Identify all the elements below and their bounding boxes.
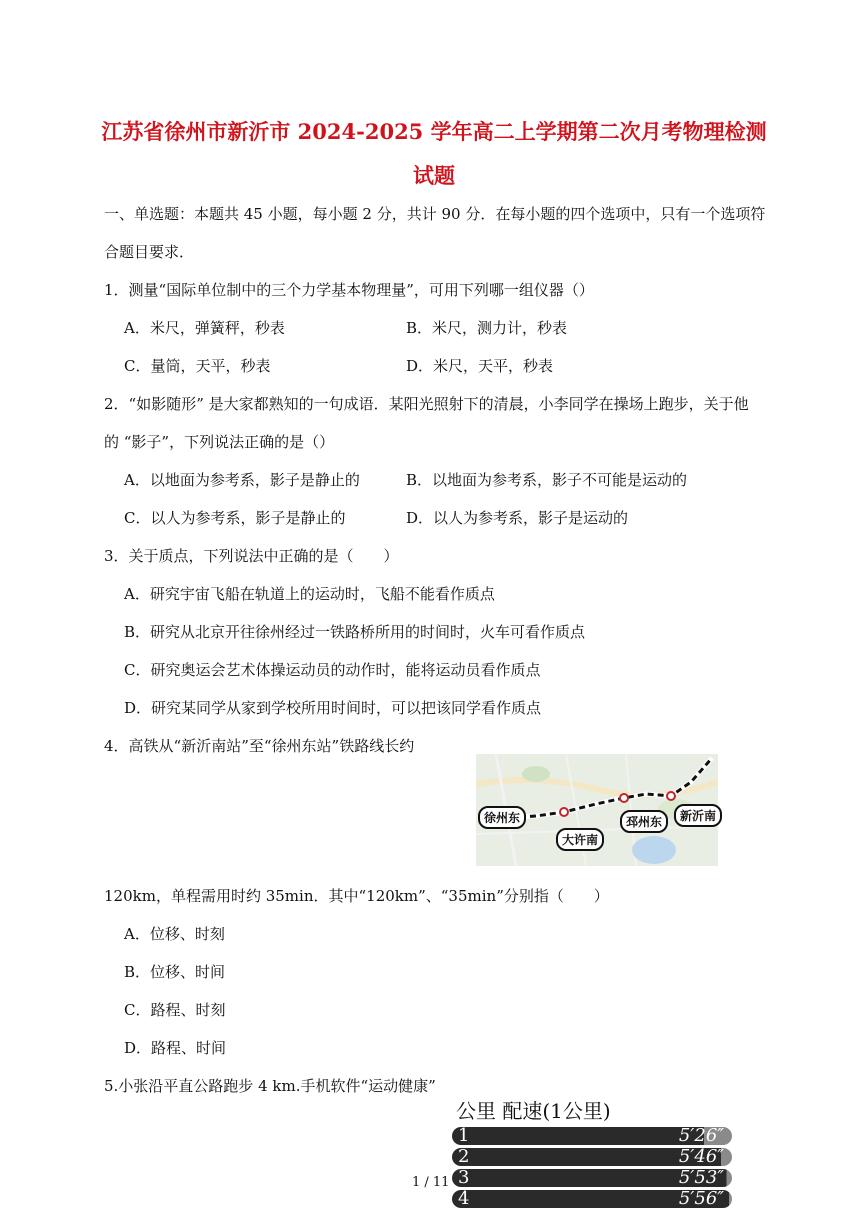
station-marker-xinyinan: [667, 792, 675, 800]
pace-row: [452, 1169, 732, 1187]
q4-stem-line2: 120km，单程需用时约 35min．其中“120km”、“35min”分别指（ ）: [104, 887, 609, 905]
pace-km: 1: [458, 1125, 470, 1146]
railway-map-figure: [476, 754, 718, 866]
q5-stem: 5.小张沿平直公路跑步 4 km.手机软件“运动健康”: [104, 1077, 436, 1095]
pace-row: [452, 1127, 732, 1145]
pace-km: 4: [458, 1188, 470, 1209]
station-label-daxunan: 大许南: [556, 828, 604, 851]
pace-table-rows: [452, 1127, 732, 1208]
doc-title-line1: 江苏省徐州市新沂市 2024-2025 学年高二上学期第二次月考物理检测: [101, 119, 767, 144]
station-marker-daxunan: [560, 808, 568, 816]
q2-option-c: C．以人为参考系，影子是静止的: [124, 509, 346, 527]
q2-option-d: D．以人为参考系，影子是运动的: [406, 509, 629, 527]
doc-title-line2: 试题: [413, 163, 455, 188]
q4-option-d: D．路程、时间: [124, 1039, 227, 1057]
pace-value: 5′56″: [678, 1188, 724, 1209]
pace-table-figure: [452, 1098, 732, 1208]
q1-option-c: C．量筒，天平，秒表: [124, 357, 271, 375]
q1-stem: 1．测量“国际单位制中的三个力学基本物理量”，可用下列哪一组仪器（）: [104, 281, 594, 299]
pace-value: 5′26″: [678, 1125, 724, 1146]
station-label-xuzhoudong: 徐州东: [478, 806, 526, 829]
q3-option-c: C．研究奥运会艺术体操运动员的动作时，能将运动员看作质点: [124, 661, 541, 679]
q4-option-a: A．位移、时刻: [124, 925, 225, 943]
q2-stem-line2: 的 “影子”，下列说法正确的是（）: [104, 433, 335, 451]
q2-option-b: B．以地面为参考系，影子不可能是运动的: [406, 471, 688, 489]
q3-option-a: A．研究宇宙飞船在轨道上的运动时，飞船不能看作质点: [124, 585, 495, 603]
pace-value: 5′53″: [678, 1167, 724, 1188]
pace-table-header: 公里 配速(1公里): [456, 1099, 611, 1123]
pace-value: 5′46″: [678, 1146, 724, 1167]
pace-row: [452, 1148, 732, 1166]
q1-option-a: A．米尺，弹簧秤，秒表: [124, 319, 285, 337]
q3-option-b: B．研究从北京开往徐州经过一铁路桥所用的时间时，火车可看作质点: [124, 623, 586, 641]
q2-option-a: A．以地面为参考系，影子是静止的: [124, 471, 360, 489]
pace-km: 3: [458, 1167, 470, 1188]
station-marker-pizhoudong: [620, 794, 628, 802]
q1-option-d: D．米尺，天平，秒表: [406, 357, 554, 375]
section-instructions-line2: 合题目要求．: [104, 243, 195, 261]
q4-stem-line1: 4．高铁从“新沂南站”至“徐州东站”铁路线长约: [104, 737, 415, 755]
station-label-pizhoudong: 邳州东: [620, 810, 668, 833]
q2-stem-line1: 2．“如影随形” 是大家都熟知的一句成语．某阳光照射下的清晨，小李同学在操场上跑步，关于他: [104, 395, 749, 413]
q1-option-b: B．米尺，测力计，秒表: [406, 319, 568, 337]
q3-stem: 3．关于质点，下列说法中正确的是（ ）: [104, 547, 399, 565]
page-number: 1 / 11: [412, 1175, 450, 1190]
station-label-xinyinan: 新沂南: [674, 804, 722, 827]
pace-km: 2: [458, 1146, 470, 1167]
q3-option-d: D．研究某同学从家到学校所用时间时，可以把该同学看作质点: [124, 699, 542, 717]
q4-option-c: C．路程、时刻: [124, 1001, 226, 1019]
section-instructions-line1: 一、单选题：本题共 45 小题，每小题 2 分，共计 90 分．在每小题的四个选项中，只有一个选项符: [104, 205, 766, 223]
pace-row: [452, 1190, 732, 1208]
q4-option-b: B．位移、时间: [124, 963, 226, 981]
